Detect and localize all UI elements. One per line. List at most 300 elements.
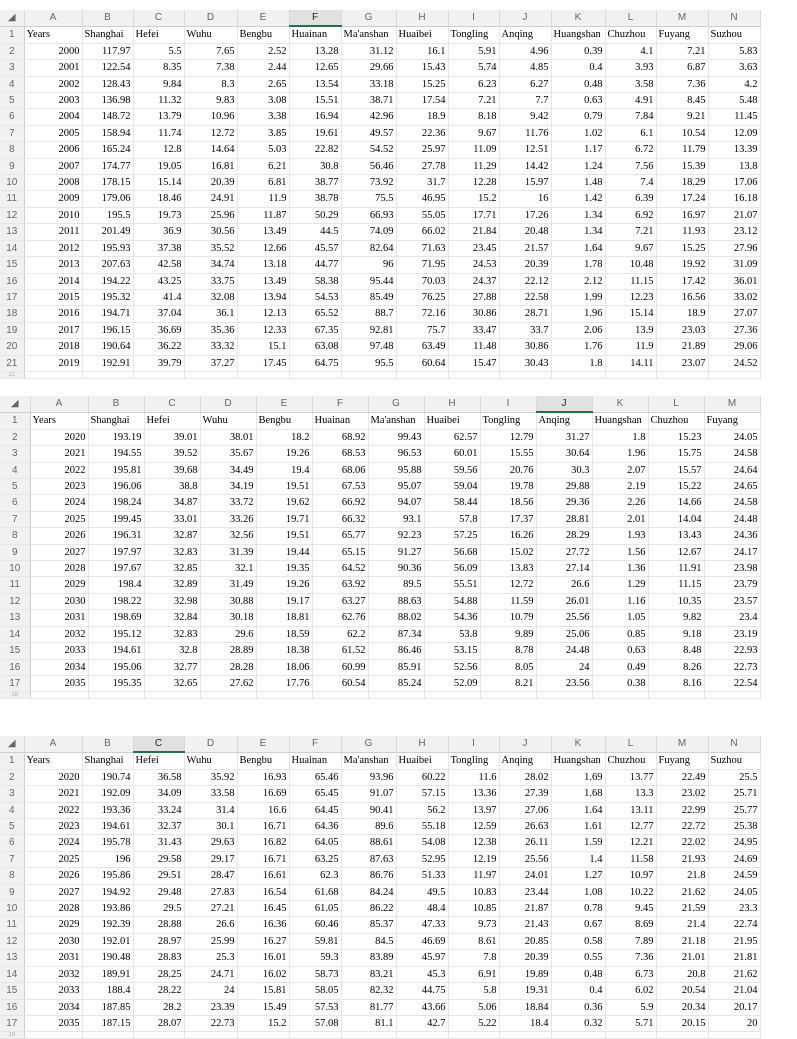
data-cell[interactable]: 46.69: [396, 933, 448, 949]
empty-cell[interactable]: [184, 371, 237, 378]
data-cell[interactable]: 56.09: [424, 561, 480, 577]
data-cell[interactable]: 86.76: [341, 868, 396, 884]
data-cell[interactable]: 57.8: [424, 511, 480, 527]
data-cell[interactable]: 24.48: [536, 643, 592, 659]
data-cell[interactable]: 11.74: [133, 125, 184, 141]
data-cell[interactable]: 23.57: [704, 593, 760, 609]
data-cell[interactable]: 5.83: [708, 43, 760, 59]
data-cell[interactable]: 25.5: [708, 769, 760, 785]
year-cell[interactable]: 2030: [30, 593, 88, 609]
data-cell[interactable]: 29.36: [536, 495, 592, 511]
data-cell[interactable]: 19.17: [256, 593, 312, 609]
data-cell[interactable]: 195.78: [82, 835, 133, 851]
data-cell[interactable]: 81.1: [341, 1015, 396, 1031]
empty-cell[interactable]: [424, 692, 480, 699]
empty-cell[interactable]: [708, 371, 760, 378]
empty-cell[interactable]: [24, 1032, 82, 1039]
data-cell[interactable]: 15.14: [133, 175, 184, 191]
row-header[interactable]: 5: [0, 819, 24, 835]
data-cell[interactable]: 11.29: [448, 158, 499, 174]
data-cell[interactable]: 38.8: [144, 479, 200, 495]
year-cell[interactable]: 2030: [24, 933, 82, 949]
data-cell[interactable]: 19.89: [499, 966, 551, 982]
data-cell[interactable]: 31.12: [341, 43, 396, 59]
data-cell[interactable]: 1.59: [551, 835, 605, 851]
data-cell[interactable]: 83.21: [341, 966, 396, 982]
data-cell[interactable]: 3.08: [237, 93, 289, 109]
row-header[interactable]: 4: [0, 462, 30, 478]
year-cell[interactable]: 2032: [24, 966, 82, 982]
data-cell[interactable]: 30.64: [536, 446, 592, 462]
year-cell[interactable]: 2011: [24, 224, 82, 240]
data-cell[interactable]: 21.81: [708, 950, 760, 966]
data-cell[interactable]: 195.06: [88, 659, 144, 675]
data-cell[interactable]: 85.24: [368, 675, 424, 691]
row-header[interactable]: 21: [0, 355, 24, 371]
data-cell[interactable]: 56.2: [396, 802, 448, 818]
data-cell[interactable]: 13.49: [237, 273, 289, 289]
header-cell[interactable]: Suzhou: [708, 26, 760, 43]
year-cell[interactable]: 2027: [24, 884, 82, 900]
data-cell[interactable]: 17.24: [656, 191, 708, 207]
data-cell[interactable]: 91.07: [341, 786, 396, 802]
data-cell[interactable]: 20.48: [499, 224, 551, 240]
data-cell[interactable]: 49.57: [341, 125, 396, 141]
data-cell[interactable]: 2.12: [551, 273, 605, 289]
data-cell[interactable]: 30.8: [289, 158, 341, 174]
data-cell[interactable]: 28.28: [200, 659, 256, 675]
year-cell[interactable]: 2022: [30, 462, 88, 478]
data-cell[interactable]: 87.34: [368, 626, 424, 642]
data-cell[interactable]: 57.25: [424, 528, 480, 544]
data-cell[interactable]: 18.46: [133, 191, 184, 207]
column-header-c[interactable]: C: [144, 396, 200, 412]
row-header[interactable]: 17: [0, 675, 30, 691]
row-header[interactable]: 2: [0, 769, 24, 785]
data-cell[interactable]: 8.05: [480, 659, 536, 675]
data-cell[interactable]: 10.48: [605, 257, 656, 273]
data-cell[interactable]: 20.8: [656, 966, 708, 982]
data-cell[interactable]: 1.29: [592, 577, 648, 593]
data-cell[interactable]: 38.71: [341, 93, 396, 109]
data-cell[interactable]: 33.24: [133, 802, 184, 818]
data-cell[interactable]: 16.01: [237, 950, 289, 966]
data-cell[interactable]: 59.56: [424, 462, 480, 478]
data-cell[interactable]: 189.91: [82, 966, 133, 982]
data-cell[interactable]: 190.48: [82, 950, 133, 966]
data-cell[interactable]: 1.64: [551, 802, 605, 818]
row-header[interactable]: 8: [0, 142, 24, 158]
empty-cell[interactable]: [592, 692, 648, 699]
data-cell[interactable]: 28.07: [133, 1015, 184, 1031]
data-cell[interactable]: 32.83: [144, 626, 200, 642]
empty-cell[interactable]: [499, 1032, 551, 1039]
data-cell[interactable]: 38.01: [200, 429, 256, 445]
data-cell[interactable]: 6.39: [605, 191, 656, 207]
data-cell[interactable]: 148.72: [82, 109, 133, 125]
data-cell[interactable]: 28.97: [133, 933, 184, 949]
data-cell[interactable]: 15.75: [648, 446, 704, 462]
data-cell[interactable]: 28.22: [133, 983, 184, 999]
data-cell[interactable]: 27.62: [200, 675, 256, 691]
data-cell[interactable]: 12.38: [448, 835, 499, 851]
header-cell[interactable]: Chuzhou: [648, 412, 704, 429]
year-cell[interactable]: 2025: [24, 851, 82, 867]
header-cell[interactable]: Huangshan: [551, 26, 605, 43]
data-cell[interactable]: 13.54: [289, 76, 341, 92]
data-cell[interactable]: 0.58: [551, 933, 605, 949]
data-cell[interactable]: 6.02: [605, 983, 656, 999]
data-cell[interactable]: 33.75: [184, 273, 237, 289]
data-cell[interactable]: 23.12: [708, 224, 760, 240]
data-cell[interactable]: 22.74: [708, 917, 760, 933]
data-cell[interactable]: 8.61: [448, 933, 499, 949]
column-header-l[interactable]: L: [605, 10, 656, 26]
data-cell[interactable]: 5.9: [605, 999, 656, 1015]
data-cell[interactable]: 25.97: [396, 142, 448, 158]
data-cell[interactable]: 1.36: [592, 561, 648, 577]
data-cell[interactable]: 195.32: [82, 289, 133, 305]
data-cell[interactable]: 17.06: [708, 175, 760, 191]
data-cell[interactable]: 20.34: [656, 999, 708, 1015]
data-cell[interactable]: 21.62: [708, 966, 760, 982]
data-cell[interactable]: 30.1: [184, 819, 237, 835]
data-cell[interactable]: 23.39: [184, 999, 237, 1015]
data-cell[interactable]: 33.32: [184, 339, 237, 355]
data-cell[interactable]: 28.81: [536, 511, 592, 527]
data-cell[interactable]: 15.43: [396, 60, 448, 76]
data-cell[interactable]: 22.54: [704, 675, 760, 691]
data-cell[interactable]: 27.14: [536, 561, 592, 577]
data-cell[interactable]: 58.38: [289, 273, 341, 289]
data-cell[interactable]: 9.45: [605, 901, 656, 917]
data-cell[interactable]: 5.8: [448, 983, 499, 999]
header-cell[interactable]: Ma'anshan: [368, 412, 424, 429]
data-cell[interactable]: 7.84: [605, 109, 656, 125]
data-cell[interactable]: 24.58: [704, 446, 760, 462]
row-header[interactable]: 1: [0, 752, 24, 769]
data-cell[interactable]: 9.73: [448, 917, 499, 933]
data-cell[interactable]: 5.91: [448, 43, 499, 59]
data-cell[interactable]: 1.42: [551, 191, 605, 207]
header-cell[interactable]: Fuyang: [704, 412, 760, 429]
data-cell[interactable]: 34.49: [200, 462, 256, 478]
data-cell[interactable]: 1.96: [551, 306, 605, 322]
data-cell[interactable]: 20.76: [480, 462, 536, 478]
data-cell[interactable]: 27.72: [536, 544, 592, 560]
data-cell[interactable]: 165.24: [82, 142, 133, 158]
column-header-a[interactable]: A: [24, 10, 82, 26]
data-cell[interactable]: 21.89: [656, 339, 708, 355]
data-cell[interactable]: 15.25: [656, 240, 708, 256]
data-cell[interactable]: 22.99: [656, 802, 708, 818]
data-cell[interactable]: 199.45: [88, 511, 144, 527]
data-cell[interactable]: 17.37: [480, 511, 536, 527]
column-header-g[interactable]: G: [341, 10, 396, 26]
year-cell[interactable]: 2035: [30, 675, 88, 691]
year-cell[interactable]: 2029: [30, 577, 88, 593]
data-cell[interactable]: 50.29: [289, 207, 341, 223]
data-cell[interactable]: 15.14: [605, 306, 656, 322]
row-header[interactable]: 13: [0, 224, 24, 240]
data-cell[interactable]: 24.91: [184, 191, 237, 207]
data-cell[interactable]: 18.9: [396, 109, 448, 125]
data-cell[interactable]: 56.46: [341, 158, 396, 174]
data-cell[interactable]: 136.98: [82, 93, 133, 109]
data-cell[interactable]: 16.97: [656, 207, 708, 223]
data-cell[interactable]: 195.12: [88, 626, 144, 642]
data-cell[interactable]: 89.6: [341, 819, 396, 835]
row-header[interactable]: 7: [0, 851, 24, 867]
data-cell[interactable]: 7.38: [184, 60, 237, 76]
data-cell[interactable]: 19.05: [133, 158, 184, 174]
data-cell[interactable]: 31.27: [536, 429, 592, 445]
data-cell[interactable]: 2.07: [592, 462, 648, 478]
data-cell[interactable]: 9.89: [480, 626, 536, 642]
data-cell[interactable]: 15.22: [648, 479, 704, 495]
data-cell[interactable]: 11.15: [605, 273, 656, 289]
data-cell[interactable]: 17.76: [256, 675, 312, 691]
header-cell[interactable]: Hefei: [133, 26, 184, 43]
data-cell[interactable]: 88.63: [368, 593, 424, 609]
data-cell[interactable]: 22.12: [499, 273, 551, 289]
data-cell[interactable]: 68.06: [312, 462, 368, 478]
data-cell[interactable]: 43.25: [133, 273, 184, 289]
data-cell[interactable]: 71.95: [396, 257, 448, 273]
data-cell[interactable]: 55.05: [396, 207, 448, 223]
data-cell[interactable]: 25.38: [708, 819, 760, 835]
data-cell[interactable]: 178.15: [82, 175, 133, 191]
data-cell[interactable]: 8.45: [656, 93, 708, 109]
column-header-b[interactable]: B: [82, 10, 133, 26]
data-cell[interactable]: 5.03: [237, 142, 289, 158]
column-header-f[interactable]: F: [312, 396, 368, 412]
row-header[interactable]: 14: [0, 240, 24, 256]
data-cell[interactable]: 32.89: [144, 577, 200, 593]
data-cell[interactable]: 16.94: [289, 109, 341, 125]
data-cell[interactable]: 31.09: [708, 257, 760, 273]
row-header[interactable]: 2: [0, 429, 30, 445]
data-cell[interactable]: 95.07: [368, 479, 424, 495]
data-cell[interactable]: 190.64: [82, 339, 133, 355]
data-cell[interactable]: 24.48: [704, 511, 760, 527]
data-cell[interactable]: 27.07: [708, 306, 760, 322]
data-cell[interactable]: 65.52: [289, 306, 341, 322]
data-cell[interactable]: 10.54: [656, 125, 708, 141]
data-cell[interactable]: 27.36: [708, 322, 760, 338]
data-cell[interactable]: 16.71: [237, 819, 289, 835]
data-cell[interactable]: 16.71: [237, 851, 289, 867]
year-cell[interactable]: 2009: [24, 191, 82, 207]
data-cell[interactable]: 10.79: [480, 610, 536, 626]
year-cell[interactable]: 2005: [24, 125, 82, 141]
column-header-j[interactable]: J: [499, 10, 551, 26]
row-header[interactable]: 1: [0, 412, 30, 429]
data-cell[interactable]: 28.02: [499, 769, 551, 785]
data-cell[interactable]: 90.41: [341, 802, 396, 818]
data-cell[interactable]: 16.82: [237, 835, 289, 851]
data-cell[interactable]: 4.1: [605, 43, 656, 59]
data-cell[interactable]: 30.3: [536, 462, 592, 478]
data-cell[interactable]: 36.69: [133, 322, 184, 338]
data-cell[interactable]: 20.54: [656, 983, 708, 999]
data-cell[interactable]: 13.36: [448, 786, 499, 802]
data-cell[interactable]: 195.5: [82, 207, 133, 223]
year-cell[interactable]: 2002: [24, 76, 82, 92]
year-cell[interactable]: 2020: [24, 769, 82, 785]
data-cell[interactable]: 13.49: [237, 224, 289, 240]
data-cell[interactable]: 7.36: [656, 76, 708, 92]
data-cell[interactable]: 76.25: [396, 289, 448, 305]
data-cell[interactable]: 66.32: [312, 511, 368, 527]
header-cell[interactable]: Bengbu: [237, 26, 289, 43]
row-header[interactable]: 7: [0, 125, 24, 141]
header-cell[interactable]: Shanghai: [88, 412, 144, 429]
data-cell[interactable]: 27.06: [499, 802, 551, 818]
data-cell[interactable]: 47.33: [396, 917, 448, 933]
data-cell[interactable]: 19.31: [499, 983, 551, 999]
data-cell[interactable]: 31.7: [396, 175, 448, 191]
data-cell[interactable]: 20.39: [499, 257, 551, 273]
data-cell[interactable]: 60.64: [396, 355, 448, 371]
data-cell[interactable]: 12.79: [480, 429, 536, 445]
data-cell[interactable]: 18.56: [480, 495, 536, 511]
data-cell[interactable]: 12.8: [133, 142, 184, 158]
data-cell[interactable]: 27.39: [499, 786, 551, 802]
row-header[interactable]: 17: [0, 1015, 24, 1031]
data-cell[interactable]: 29.88: [536, 479, 592, 495]
empty-cell[interactable]: [30, 692, 88, 699]
data-cell[interactable]: 1.24: [551, 158, 605, 174]
data-cell[interactable]: 1.34: [551, 207, 605, 223]
data-cell[interactable]: 18.06: [256, 659, 312, 675]
row-header[interactable]: 13: [0, 950, 24, 966]
data-cell[interactable]: 7.89: [605, 933, 656, 949]
data-cell[interactable]: 32.08: [184, 289, 237, 305]
data-cell[interactable]: 13.43: [648, 528, 704, 544]
data-cell[interactable]: 13.3: [605, 786, 656, 802]
year-cell[interactable]: 2024: [30, 495, 88, 511]
data-cell[interactable]: 15.23: [648, 429, 704, 445]
data-cell[interactable]: 24: [536, 659, 592, 675]
data-cell[interactable]: 34.87: [144, 495, 200, 511]
data-cell[interactable]: 6.21: [237, 158, 289, 174]
year-cell[interactable]: 2003: [24, 93, 82, 109]
data-cell[interactable]: 9.84: [133, 76, 184, 92]
data-cell[interactable]: 198.22: [88, 593, 144, 609]
header-cell[interactable]: Anqing: [536, 412, 592, 429]
data-cell[interactable]: 23.19: [704, 626, 760, 642]
data-cell[interactable]: 58.44: [424, 495, 480, 511]
data-cell[interactable]: 60.54: [312, 675, 368, 691]
data-cell[interactable]: 192.91: [82, 355, 133, 371]
data-cell[interactable]: 32.83: [144, 544, 200, 560]
empty-cell[interactable]: [656, 1032, 708, 1039]
data-cell[interactable]: 74.09: [341, 224, 396, 240]
year-cell[interactable]: 2033: [24, 983, 82, 999]
data-cell[interactable]: 61.68: [289, 884, 341, 900]
header-cell[interactable]: Tongling: [448, 752, 499, 769]
data-cell[interactable]: 18.2: [256, 429, 312, 445]
year-cell[interactable]: 2000: [24, 43, 82, 59]
data-cell[interactable]: 2.52: [237, 43, 289, 59]
select-all-corner[interactable]: ◢: [0, 10, 24, 26]
data-cell[interactable]: 12.21: [605, 835, 656, 851]
data-cell[interactable]: 83.89: [341, 950, 396, 966]
data-cell[interactable]: 32.1: [200, 561, 256, 577]
data-cell[interactable]: 1.27: [551, 868, 605, 884]
data-cell[interactable]: 44.5: [289, 224, 341, 240]
data-cell[interactable]: 29.5: [133, 901, 184, 917]
year-cell[interactable]: 2035: [24, 1015, 82, 1031]
data-cell[interactable]: 29.6: [200, 626, 256, 642]
data-cell[interactable]: 3.38: [237, 109, 289, 125]
data-cell[interactable]: 12.09: [708, 125, 760, 141]
empty-cell[interactable]: [82, 371, 133, 378]
empty-cell[interactable]: [144, 692, 200, 699]
data-cell[interactable]: 122.54: [82, 60, 133, 76]
data-cell[interactable]: 0.39: [551, 43, 605, 59]
data-cell[interactable]: 13.11: [605, 802, 656, 818]
data-cell[interactable]: 194.22: [82, 273, 133, 289]
empty-cell[interactable]: [551, 371, 605, 378]
data-cell[interactable]: 87.63: [341, 851, 396, 867]
column-header-j[interactable]: J: [499, 736, 551, 752]
column-header-b[interactable]: B: [88, 396, 144, 412]
data-cell[interactable]: 0.63: [551, 93, 605, 109]
data-cell[interactable]: 86.22: [341, 901, 396, 917]
data-cell[interactable]: 23.98: [704, 561, 760, 577]
data-cell[interactable]: 31.43: [133, 835, 184, 851]
data-cell[interactable]: 37.38: [133, 240, 184, 256]
data-cell[interactable]: 12.66: [237, 240, 289, 256]
data-cell[interactable]: 17.45: [237, 355, 289, 371]
data-cell[interactable]: 25.71: [708, 786, 760, 802]
data-cell[interactable]: 197.97: [88, 544, 144, 560]
data-cell[interactable]: 36.58: [133, 769, 184, 785]
data-cell[interactable]: 64.75: [289, 355, 341, 371]
data-cell[interactable]: 63.49: [396, 339, 448, 355]
header-cell[interactable]: Tongling: [480, 412, 536, 429]
data-cell[interactable]: 3.85: [237, 125, 289, 141]
data-cell[interactable]: 21.57: [499, 240, 551, 256]
data-cell[interactable]: 30.18: [200, 610, 256, 626]
data-cell[interactable]: 99.43: [368, 429, 424, 445]
data-cell[interactable]: 55.51: [424, 577, 480, 593]
data-cell[interactable]: 1.64: [551, 240, 605, 256]
data-cell[interactable]: 59.3: [289, 950, 341, 966]
data-cell[interactable]: 11.97: [448, 868, 499, 884]
data-cell[interactable]: 1.8: [592, 429, 648, 445]
select-all-corner[interactable]: ◢: [0, 736, 24, 752]
row-header[interactable]: 14: [0, 966, 24, 982]
data-cell[interactable]: 63.25: [289, 851, 341, 867]
year-cell[interactable]: 2025: [30, 511, 88, 527]
data-cell[interactable]: 72.16: [396, 306, 448, 322]
empty-cell[interactable]: [368, 692, 424, 699]
data-cell[interactable]: 9.82: [648, 610, 704, 626]
year-cell[interactable]: 2008: [24, 175, 82, 191]
year-cell[interactable]: 2021: [24, 786, 82, 802]
data-cell[interactable]: 14.04: [648, 511, 704, 527]
empty-cell[interactable]: [88, 692, 144, 699]
data-cell[interactable]: 29.63: [184, 835, 237, 851]
column-header-h[interactable]: H: [396, 10, 448, 26]
data-cell[interactable]: 44.77: [289, 257, 341, 273]
data-cell[interactable]: 1.4: [551, 851, 605, 867]
data-cell[interactable]: 65.77: [312, 528, 368, 544]
data-cell[interactable]: 49.5: [396, 884, 448, 900]
